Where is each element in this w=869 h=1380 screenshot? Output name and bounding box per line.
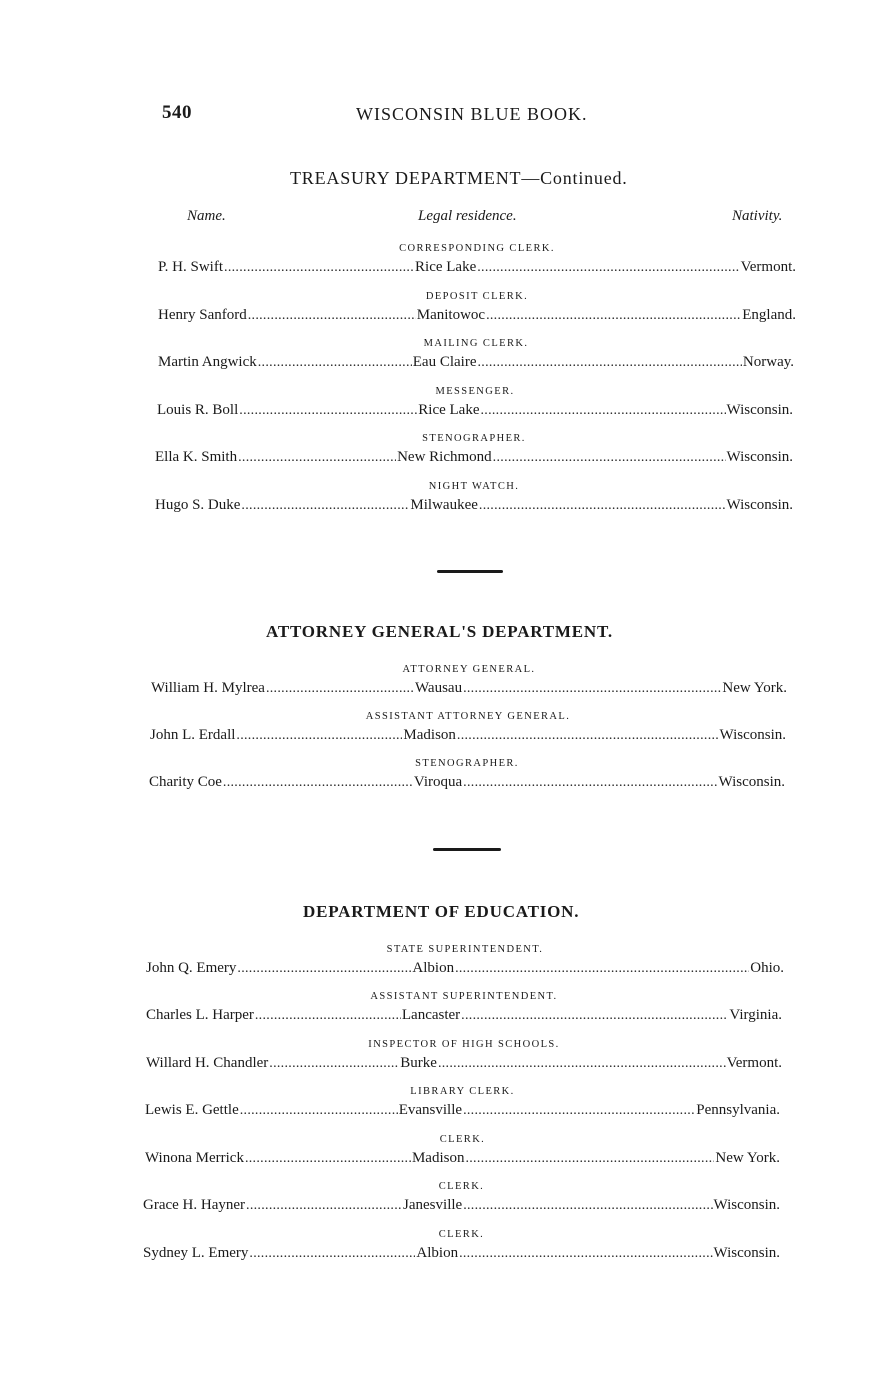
person-name: Ella K. Smith bbox=[155, 449, 238, 465]
legal-residence: Rice Lake bbox=[418, 402, 480, 418]
position-title: NIGHT WATCH. bbox=[428, 481, 520, 492]
nativity: Pennsylvania. bbox=[696, 1102, 780, 1118]
position-title: INSPECTOR OF HIGH SCHOOLS. bbox=[368, 1039, 560, 1050]
position-title: CLERK. bbox=[439, 1134, 486, 1145]
leader-dots bbox=[455, 960, 749, 976]
treasury-entry bbox=[155, 481, 793, 527]
person-name: John Q. Emery bbox=[146, 960, 237, 976]
person-name: Henry Sanford bbox=[158, 307, 247, 323]
position-title: ATTORNEY GENERAL. bbox=[402, 664, 536, 675]
legal-residence: Albion bbox=[416, 1245, 459, 1261]
position-title: DEPOSIT CLERK. bbox=[425, 291, 529, 302]
leader-dots bbox=[236, 727, 402, 743]
leader-dots bbox=[223, 774, 413, 790]
leader-dots bbox=[465, 1150, 714, 1166]
position-title: CLERK. bbox=[438, 1181, 485, 1192]
nativity: Wisconsin. bbox=[713, 1245, 780, 1261]
legal-residence: Milwaukee bbox=[410, 497, 478, 513]
legal-residence: Albion bbox=[412, 960, 455, 976]
leader-dots bbox=[463, 680, 721, 696]
nativity: Virginia. bbox=[729, 1007, 782, 1023]
leader-dots bbox=[459, 1245, 712, 1261]
leader-dots bbox=[258, 354, 412, 370]
leader-dots bbox=[224, 259, 414, 275]
nativity: Norway. bbox=[742, 354, 794, 370]
leader-dots bbox=[479, 497, 726, 513]
nativity: Vermont. bbox=[726, 1055, 782, 1071]
leader-dots bbox=[240, 1102, 398, 1118]
section-divider bbox=[433, 848, 501, 851]
leader-dots bbox=[477, 354, 741, 370]
section-title-education: DEPARTMENT OF EDUCATION. bbox=[303, 902, 580, 921]
education-entry bbox=[145, 1086, 780, 1132]
section-divider bbox=[437, 570, 503, 573]
treasury-entry bbox=[155, 433, 793, 479]
leader-dots bbox=[249, 1245, 415, 1261]
person-name: Louis R. Boll bbox=[157, 402, 239, 418]
nativity: England. bbox=[742, 307, 796, 323]
education-entry bbox=[145, 1134, 780, 1180]
position-title: STENOGRAPHER. bbox=[415, 758, 519, 769]
legal-residence: Wausau bbox=[414, 680, 463, 696]
leader-dots bbox=[438, 1055, 726, 1071]
education-entry bbox=[146, 991, 782, 1037]
leader-dots bbox=[457, 727, 719, 743]
nativity: Wisconsin. bbox=[726, 402, 793, 418]
person-name: Charles L. Harper bbox=[146, 1007, 254, 1023]
nativity: Vermont. bbox=[740, 259, 796, 275]
legal-residence: Evansville bbox=[398, 1102, 463, 1118]
leader-dots bbox=[245, 1150, 411, 1166]
running-title: WISCONSIN BLUE BOOK. bbox=[356, 104, 588, 124]
person-name: Martin Angwick bbox=[158, 354, 257, 370]
education-entry bbox=[146, 1039, 782, 1085]
position-title: ASSISTANT ATTORNEY GENERAL. bbox=[365, 711, 571, 722]
position-title: STENOGRAPHER. bbox=[422, 433, 526, 444]
attorney-entry bbox=[149, 758, 785, 804]
nativity: Wisconsin. bbox=[718, 774, 785, 790]
person-name: Hugo S. Duke bbox=[155, 497, 241, 513]
leader-dots bbox=[241, 497, 409, 513]
leader-dots bbox=[248, 307, 416, 323]
education-entry bbox=[143, 1181, 780, 1227]
leader-dots bbox=[463, 1102, 695, 1118]
legal-residence: Madison bbox=[411, 1150, 465, 1166]
nativity: Wisconsin. bbox=[726, 497, 793, 513]
leader-dots bbox=[461, 1007, 728, 1023]
position-title: MAILING CLERK. bbox=[423, 338, 529, 349]
leader-dots bbox=[486, 307, 741, 323]
leader-dots bbox=[269, 1055, 399, 1071]
position-title: ASSISTANT SUPERINTENDENT. bbox=[370, 991, 558, 1002]
person-name: Willard H. Chandler bbox=[146, 1055, 269, 1071]
position-title: LIBRARY CLERK. bbox=[410, 1086, 515, 1097]
legal-residence: Janesville bbox=[403, 1197, 463, 1213]
attorney-entry bbox=[150, 711, 786, 757]
leader-dots bbox=[255, 1007, 401, 1023]
leader-dots bbox=[480, 402, 725, 418]
treasury-entry bbox=[157, 386, 793, 432]
person-name: Sydney L. Emery bbox=[143, 1245, 249, 1261]
treasury-entry bbox=[158, 243, 796, 289]
nativity: Wisconsin. bbox=[713, 1197, 780, 1213]
nativity: Wisconsin. bbox=[726, 449, 793, 465]
treasury-entry bbox=[158, 338, 794, 384]
person-name: John L. Erdall bbox=[150, 727, 236, 743]
nativity: Wisconsin. bbox=[719, 727, 786, 743]
leader-dots bbox=[493, 449, 726, 465]
education-entry bbox=[146, 944, 784, 990]
leader-dots bbox=[239, 402, 417, 418]
leader-dots bbox=[237, 960, 411, 976]
column-header-residence: Legal residence. bbox=[418, 208, 517, 224]
person-name: Charity Coe bbox=[149, 774, 222, 790]
person-name: William H. Mylrea bbox=[151, 680, 265, 696]
column-header-nativity: Nativity. bbox=[732, 208, 783, 224]
legal-residence: Lancaster bbox=[401, 1007, 461, 1023]
legal-residence: Rice Lake bbox=[415, 259, 477, 275]
leader-dots bbox=[246, 1197, 402, 1213]
leader-dots bbox=[266, 680, 414, 696]
person-name: P. H. Swift bbox=[158, 259, 224, 275]
column-header-name: Name. bbox=[187, 208, 226, 224]
legal-residence: Burke bbox=[400, 1055, 437, 1071]
leader-dots bbox=[463, 1197, 712, 1213]
attorney-entry bbox=[151, 664, 787, 710]
nativity: New York. bbox=[722, 680, 787, 696]
leader-dots bbox=[477, 259, 739, 275]
page-number: 540 bbox=[162, 102, 192, 123]
legal-residence: Eau Claire bbox=[412, 354, 477, 370]
section-title-treasury: TREASURY DEPARTMENT—Continued. bbox=[290, 168, 628, 188]
legal-residence: Madison bbox=[403, 727, 456, 743]
person-name: Lewis E. Gettle bbox=[145, 1102, 239, 1118]
legal-residence: Manitowoc bbox=[416, 307, 486, 323]
person-name: Winona Merrick bbox=[145, 1150, 244, 1166]
nativity: New York. bbox=[715, 1150, 780, 1166]
legal-residence: Viroqua bbox=[413, 774, 463, 790]
position-title: MESSENGER. bbox=[435, 386, 515, 397]
treasury-entry bbox=[158, 291, 796, 337]
nativity: Ohio. bbox=[750, 960, 784, 976]
education-entry bbox=[143, 1229, 780, 1275]
section-title-attorney: ATTORNEY GENERAL'S DEPARTMENT. bbox=[266, 622, 613, 641]
legal-residence: New Richmond bbox=[397, 449, 492, 465]
person-name: Grace H. Hayner bbox=[143, 1197, 246, 1213]
leader-dots bbox=[463, 774, 717, 790]
position-title: CLERK. bbox=[438, 1229, 485, 1240]
position-title: STATE SUPERINTENDENT. bbox=[386, 944, 544, 955]
leader-dots bbox=[238, 449, 396, 465]
position-title: CORRESPONDING CLERK. bbox=[399, 243, 555, 254]
